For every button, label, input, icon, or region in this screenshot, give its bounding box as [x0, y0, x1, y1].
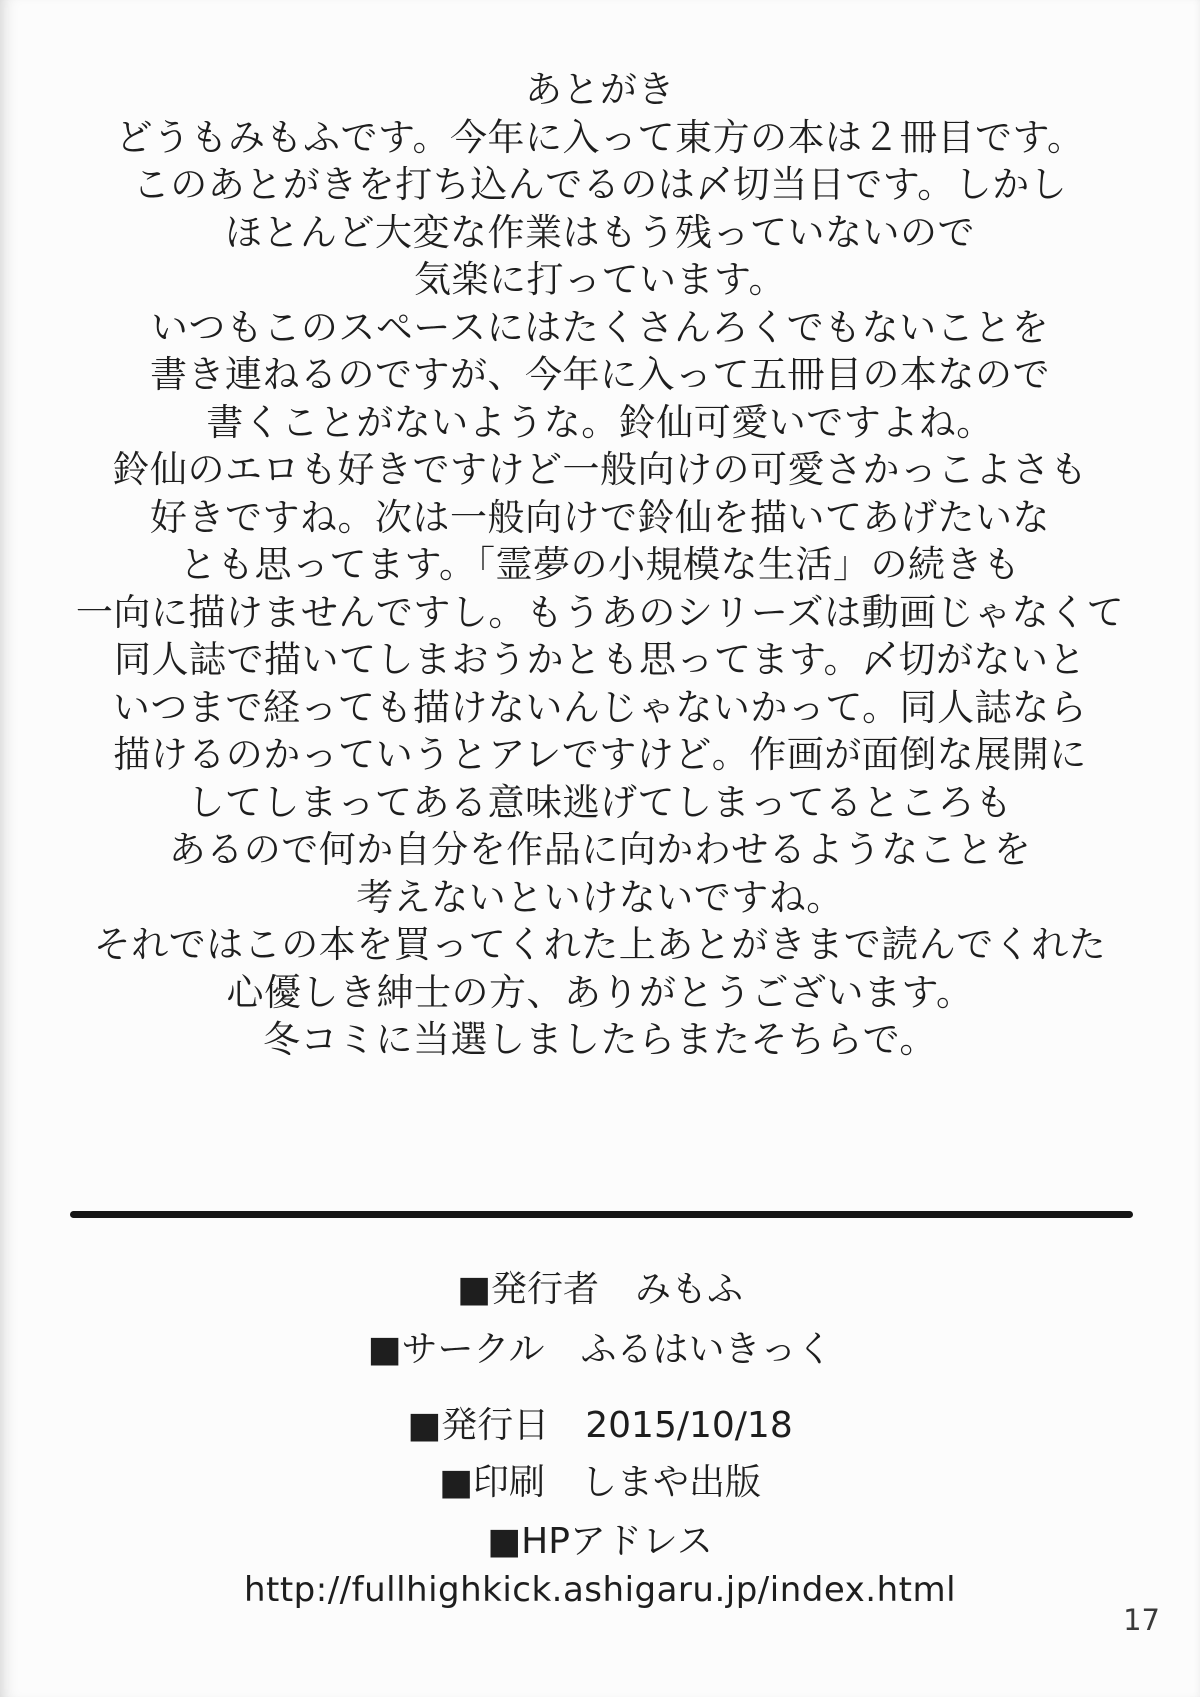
afterword-line: 考えないといけないですね。: [356, 875, 844, 919]
afterword-line: 鈴仙のエロも好きですけど一般向けの可愛さかっこよさも: [112, 448, 1088, 491]
afterword-line: 描けるのかっていうとアレですけど。作画が面倒な展開に: [113, 733, 1087, 776]
afterword-line: 好きですね。次は一般向けで鈴仙を描いてあげたいな: [150, 495, 1050, 539]
afterword-title: あとがき: [525, 68, 675, 111]
colophon-publication-date: ■発行日 2015/10/18: [407, 1405, 793, 1446]
afterword-line: ほとんど大変な作業はもう残っていないので: [225, 210, 975, 254]
afterword-line: 心優しき紳士の方、ありがとうございます。: [226, 970, 974, 1014]
afterword-line: 書き連ねるのですが、今年に入って五冊目の本なので: [150, 353, 1050, 396]
afterword-line: 書くことがないような。鈴仙可愛いですよね。: [206, 400, 994, 444]
afterword-line: 気楽に打っています。: [413, 258, 787, 301]
afterword-line: このあとがきを打ち込んでるのは〆切当日です。しかし: [132, 163, 1068, 206]
colophon-website-url: http://fullhighkick.ashigaru.jp/index.html: [243, 1570, 957, 1610]
divider-rule: [70, 1211, 1133, 1218]
colophon-circle: ■サークル ふるはいきっく: [367, 1329, 833, 1370]
afterword-line: それではこの本を買ってくれた上あとがきまで読んでくれた: [93, 923, 1107, 966]
afterword-line: 同人誌で描いてしまおうかとも思ってます。〆切がないと: [113, 638, 1087, 681]
afterword-section: [0, 66, 1200, 1064]
afterword-line: 冬コミに当選しましたらまたそちらで。: [263, 1018, 937, 1061]
afterword-line: 一向に描けませんですし。もうあのシリーズは動画じゃなくて: [75, 590, 1125, 634]
colophon-publisher: ■発行者 みもふ: [456, 1269, 743, 1310]
afterword-line: どうもみもふです。今年に入って東方の本は２冊目です。: [115, 115, 1085, 159]
afterword-line: とも思ってます。「霊夢の小規模な生活」の続きも: [179, 543, 1021, 586]
afterword-line: いつまで経っても描けないんじゃないかって。同人誌なら: [112, 685, 1088, 729]
afterword-line: いつもこのスペースにはたくさんろくでもないことを: [150, 305, 1050, 349]
page-number: 17: [1123, 1603, 1160, 1637]
afterword-line: あるので何か自分を作品に向かわせるようなことを: [168, 828, 1032, 871]
colophon-printer: ■印刷 しまや出版: [438, 1462, 761, 1503]
colophon-website-label: ■HPアドレス: [487, 1521, 713, 1562]
afterword-line: してしまってある意味逃げてしまってるところも: [187, 780, 1013, 824]
afterword-body: [0, 114, 1200, 1064]
